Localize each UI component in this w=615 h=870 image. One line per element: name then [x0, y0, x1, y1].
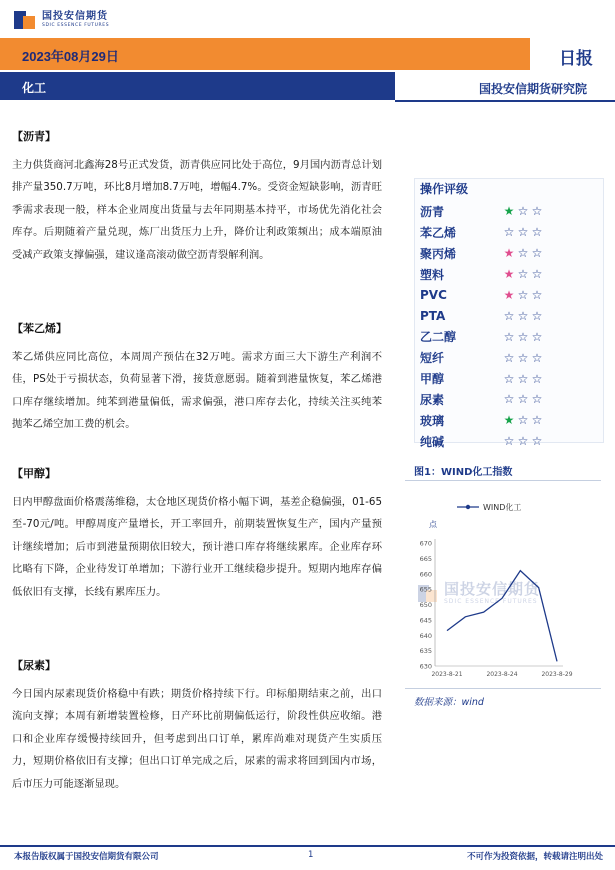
- star-empty-icon: ☆: [531, 204, 543, 219]
- rating-stars: [502, 331, 544, 343]
- star-empty-icon: ☆: [531, 350, 543, 365]
- source-divider: [405, 688, 601, 689]
- rating-row: [420, 410, 600, 431]
- wind-chemical-index-chart: [405, 485, 605, 690]
- rating-stars: [502, 373, 544, 385]
- rating-stars: [502, 247, 544, 259]
- rating-list: [420, 201, 600, 452]
- rating-product-name: 塑料: [420, 267, 445, 282]
- rating-row: [420, 326, 600, 347]
- star-empty-icon: ☆: [517, 350, 529, 365]
- star-empty-icon: ☆: [517, 329, 529, 344]
- y-tick-label: 670: [419, 539, 432, 548]
- star-empty-icon: ☆: [503, 329, 515, 344]
- star-filled-icon: ★: [503, 246, 515, 261]
- rating-product-name: 甲醇: [420, 372, 445, 387]
- logo-mark-icon: [14, 9, 36, 31]
- rating-stars: [502, 352, 544, 364]
- star-empty-icon: ☆: [517, 225, 529, 240]
- logo-name-cn: 国投安信期货: [42, 10, 108, 22]
- rating-stars: [502, 393, 544, 405]
- y-tick-label: 655: [419, 585, 432, 594]
- footer-copyright: 本报告版权属于国投安信期货有限公司: [14, 852, 159, 862]
- rating-product-name: 尿素: [420, 392, 445, 407]
- rating-row: [420, 347, 600, 368]
- star-filled-icon: ★: [503, 288, 515, 302]
- rating-product-name: 玻璃: [420, 413, 445, 428]
- rating-stars: [502, 435, 544, 447]
- chart-svg: [405, 485, 605, 690]
- star-empty-icon: ☆: [531, 413, 543, 428]
- section-urea: [12, 657, 382, 795]
- footer-disclaimer: 不可作为投资依据，转载请注明出处: [466, 852, 603, 862]
- star-filled-icon: ★: [503, 204, 515, 219]
- section-asphalt: [12, 128, 382, 266]
- y-tick-label: 645: [419, 616, 432, 625]
- page-number: 1: [308, 850, 314, 860]
- y-tick-label: 650: [419, 601, 432, 609]
- star-empty-icon: ☆: [531, 246, 543, 261]
- y-tick-label: 635: [419, 647, 432, 656]
- y-axis-unit: 点: [429, 520, 437, 529]
- rating-product-name: 聚丙烯: [420, 246, 457, 261]
- star-empty-icon: ☆: [517, 392, 529, 407]
- section-methanol: [12, 465, 382, 603]
- section-styrene: [12, 320, 382, 436]
- footer-divider: [0, 845, 615, 847]
- legend-label: WIND化工: [483, 503, 522, 512]
- figure-divider: [405, 480, 601, 481]
- section-body: 今日国内尿素现货价格稳中有跌；期货价格持续下行。印标船期结束之前，出口流向支撑；本周有新增装置检修，日产环比前期偏低运行，阶段性供应收缩。港口和企业库存缓慢持续回升，但考虑到出口订单，累库尚难对现货产生实质压力，短期价格依旧有支撑；但出口订单完成之后，尿素的需求将回到国内市场，后市压力可能逐渐显现。: [12, 688, 382, 790]
- star-empty-icon: ☆: [503, 434, 515, 449]
- star-empty-icon: ☆: [517, 371, 529, 386]
- rating-title: 操作评级: [420, 182, 469, 196]
- rating-stars: [502, 226, 544, 238]
- star-empty-icon: ☆: [503, 350, 515, 365]
- rating-stars: [502, 268, 544, 280]
- watermark-name-cn: 国投安信期货: [444, 580, 541, 598]
- section-body: 苯乙烯供应同比高位，本周周产预估在32万吨。需求方面三大下游生产利润不佳，PS处于亏损状态，负荷显著下滑，接货意愿弱。随着到港量恢复，苯乙烯港口库存继续增加。纯苯到港量偏低，需求偏强，港口库存去化，持续关注买纯苯抛苯乙烯空加工费的机会。: [12, 351, 382, 431]
- y-tick-label: 630: [419, 662, 432, 671]
- rating-stars: [502, 289, 544, 301]
- rating-product-name: 纯碱: [420, 434, 445, 449]
- rating-row: [420, 431, 600, 452]
- rating-stars: [502, 205, 544, 217]
- star-empty-icon: ☆: [517, 434, 529, 449]
- star-empty-icon: ☆: [531, 329, 543, 344]
- star-filled-icon: ★: [503, 267, 515, 282]
- rating-product-name: PTA: [420, 308, 446, 323]
- company-logo: [14, 6, 109, 34]
- rating-row: [420, 305, 600, 326]
- rating-row: [420, 201, 600, 222]
- rating-stars: [502, 414, 544, 426]
- star-empty-icon: ☆: [517, 246, 529, 261]
- rating-row: [420, 222, 600, 243]
- rating-row: [420, 389, 600, 410]
- rating-row: [420, 368, 600, 389]
- section-body: 主力供货商河北鑫海28号正式发货，沥青供应同比处于高位，9月国内沥青总计划排产量350.7万吨，环比8月增加8.7万吨，增幅4.7%。受资金短缺影响，沥青旺季需求表现一般，样本企业周度出货量与去年同期基本持平，市场优先消化社会库存。后期随着产量兑现，炼厂出货压力上升，降价让利政策频出；成本端原油受减产政策支撑偏强，建议逢高滚动做空沥青裂解利润。: [12, 159, 382, 261]
- rating-product-name: 乙二醇: [420, 330, 457, 345]
- star-empty-icon: ☆: [531, 308, 543, 323]
- category-band: [0, 72, 395, 100]
- rating-row: [420, 243, 600, 264]
- x-tick-label: 2023-8-21: [431, 671, 463, 678]
- logo-name-en: SDIC ESSENCE FUTURES: [42, 22, 110, 28]
- y-tick-label: 665: [419, 554, 432, 563]
- section-title: 【苯乙烯】: [12, 322, 67, 335]
- report-type: 日报: [559, 49, 593, 69]
- legend-marker: [466, 505, 470, 509]
- data-source: 数据来源：wind: [414, 697, 484, 708]
- rating-product-name: 沥青: [420, 204, 445, 219]
- rating-product-name: 苯乙烯: [420, 225, 457, 240]
- rating-row: [420, 285, 600, 306]
- star-empty-icon: ☆: [517, 288, 529, 302]
- section-body: 日内甲醇盘面价格震荡维稳，太仓地区现货价格小幅下调，基差企稳偏强，01-65至-70元/吨。甲醇周度产量增长，开工率回升，前期装置恢复生产，国内产量预计继续增加；后市到港量预期依旧较大，预计港口库存将继续累库。企业库存环比略有下降，企业待发订单增加；下游行业开工继续稳步提升。短期内地库存偏低依旧有支撑，长线有累库压力。: [12, 496, 382, 598]
- report-date: 2023年08月29日: [22, 49, 119, 64]
- report-category: 化工: [22, 81, 47, 95]
- star-filled-icon: ★: [503, 413, 515, 428]
- rating-product-name: PVC: [420, 288, 447, 302]
- star-empty-icon: ☆: [531, 288, 543, 302]
- y-tick-label: 660: [419, 570, 432, 579]
- section-title: 【甲醇】: [12, 467, 56, 480]
- star-empty-icon: ☆: [503, 225, 515, 240]
- star-empty-icon: ☆: [531, 392, 543, 407]
- y-tick-label: 640: [419, 631, 432, 640]
- section-title: 【沥青】: [12, 130, 56, 143]
- star-empty-icon: ☆: [503, 371, 515, 386]
- header-divider: [395, 100, 615, 102]
- rating-row: [420, 264, 600, 285]
- rating-product-name: 短纤: [420, 351, 445, 366]
- star-empty-icon: ☆: [503, 308, 515, 323]
- star-empty-icon: ☆: [517, 413, 529, 428]
- star-empty-icon: ☆: [531, 434, 543, 449]
- section-title: 【尿素】: [12, 659, 56, 672]
- star-empty-icon: ☆: [517, 267, 529, 282]
- star-empty-icon: ☆: [517, 204, 529, 219]
- star-empty-icon: ☆: [517, 308, 529, 323]
- star-empty-icon: ☆: [503, 392, 515, 407]
- x-tick-label: 2023-8-29: [541, 671, 573, 678]
- figure-title: 图1：WIND化工指数: [414, 467, 513, 478]
- institute-name: 国投安信期货研究院: [478, 82, 587, 96]
- star-empty-icon: ☆: [531, 225, 543, 240]
- rating-stars: [502, 310, 544, 322]
- x-tick-label: 2023-8-24: [486, 671, 518, 678]
- watermark-name-en: SDIC ESSENCE FUTURES: [444, 598, 538, 605]
- series-line-wind-chemical: [447, 571, 557, 662]
- star-empty-icon: ☆: [531, 371, 543, 386]
- star-empty-icon: ☆: [531, 267, 543, 282]
